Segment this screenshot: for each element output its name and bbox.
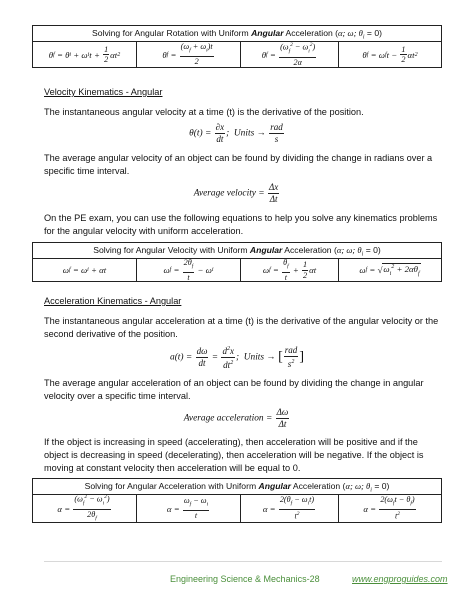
average-acceleration-equation: Average acceleration = $\frac{\Delta\omega}{\Delta t}$ — [183, 407, 289, 429]
table-cell: θ f = $\frac{(\omega_f + \omega_i)t}{2}$ — [137, 42, 241, 67]
acceleration-kinematics-heading: Acceleration Kinematics - Angular — [44, 296, 182, 306]
instantaneous-velocity-equation: θ(t) = $\frac{\partial x}{dt}$ ; Units → $\frac{\text{rad}}{s}$ — [189, 122, 283, 144]
table-cell: ω f = ω i + αt — [33, 259, 137, 281]
table-header: Solving for Angular Velocity with Uniform Angular Acceleration (α; ω; $\theta_i = 0$) — [33, 243, 441, 259]
table-cell: θ f = $\frac{(\omega_f^2 - \omega_i^2)}{2\alpha}$ — [241, 42, 339, 67]
table-cell: α = $\frac{2(\omega_ft - \theta_f)}{t^2}$ — [363, 495, 415, 522]
footer-url-link[interactable]: www.engproguides.com — [352, 574, 448, 584]
table-cell: α = $\frac{\omega_f - \omega_i}{t}$ — [137, 495, 241, 522]
average-velocity-equation: Average velocity = $\frac{\Delta x}{\Delta t}$ — [193, 182, 279, 204]
footer-page-label: Engineering Science & Mechanics-28 — [170, 574, 320, 584]
table-cell: ω f = $\frac{\theta_f}{t}$ + $\frac{1}{2}$ αt — [241, 259, 339, 281]
acceleration-paragraph-3: If the object is increasing in speed (accelerating), then acceleration will be positive and if the object is decreasing in speed (decelerating), then acceleration will be negative. If the object is moving at constant velocity then acceleration will be equal to 0. — [44, 437, 424, 473]
angular-velocity-table — [32, 242, 442, 282]
angular-acceleration-table — [32, 478, 442, 523]
velocity-paragraph-3: On the PE exam, you can use the following equations to help you solve any kinematics problems for the angular velocity with uniform acceleration. — [44, 213, 438, 236]
table-cell: α = $\frac{(\omega_f^2 - \omega_i^2)}{2\theta_f}$ — [33, 495, 137, 522]
table-cell: θ f = ω f t − $\frac{1}{2}$ αt 2 — [362, 44, 418, 64]
acceleration-paragraph-1: The instantaneous angular acceleration at a time (t) is the derivative of the angular velocity or the second derivative of the position. — [44, 316, 439, 339]
table-cell: θ f = θ i + ω i t + $\frac{1}{2}$ αt 2 — [33, 42, 137, 67]
acceleration-paragraph-2: The average angular acceleration of an object can be found by dividing the change in angular velocity over a specific time interval. — [44, 378, 424, 401]
table-header: Solving for Angular Acceleration with Uniform Angular Acceleration (α; ω; $\theta_i = 0$) — [33, 479, 441, 495]
velocity-paragraph-2: The average angular velocity of an object can be found by dividing the change in radians over a specific time interval. — [44, 153, 433, 176]
table-cell: ω f = $\frac{2\theta_f}{t}$ − ω i — [137, 259, 241, 281]
velocity-paragraph-1: The instantaneous angular velocity at a time (t) is the derivative of the position. — [44, 107, 364, 117]
instantaneous-acceleration-equation: a(t) = $\frac{d\omega}{dt}$ = $\frac{d^2x}{dt^2}$ ; Units → [ $\frac{\text{rad}}{s^2}$ ] — [170, 345, 304, 370]
angular-rotation-table — [32, 25, 442, 68]
table-cell: ω f = √ $\omega_i^2 + 2\alpha\theta_f$ — [359, 264, 420, 277]
table-cell: α = $\frac{2(\theta_f - \omega_it)}{t^2}$ — [241, 495, 339, 522]
table-header: Solving for Angular Rotation with Uniform Angular Acceleration (α; ω; $\theta_i = 0$) — [33, 26, 441, 42]
footer-divider — [44, 561, 442, 562]
velocity-kinematics-heading: Velocity Kinematics - Angular — [44, 87, 163, 97]
